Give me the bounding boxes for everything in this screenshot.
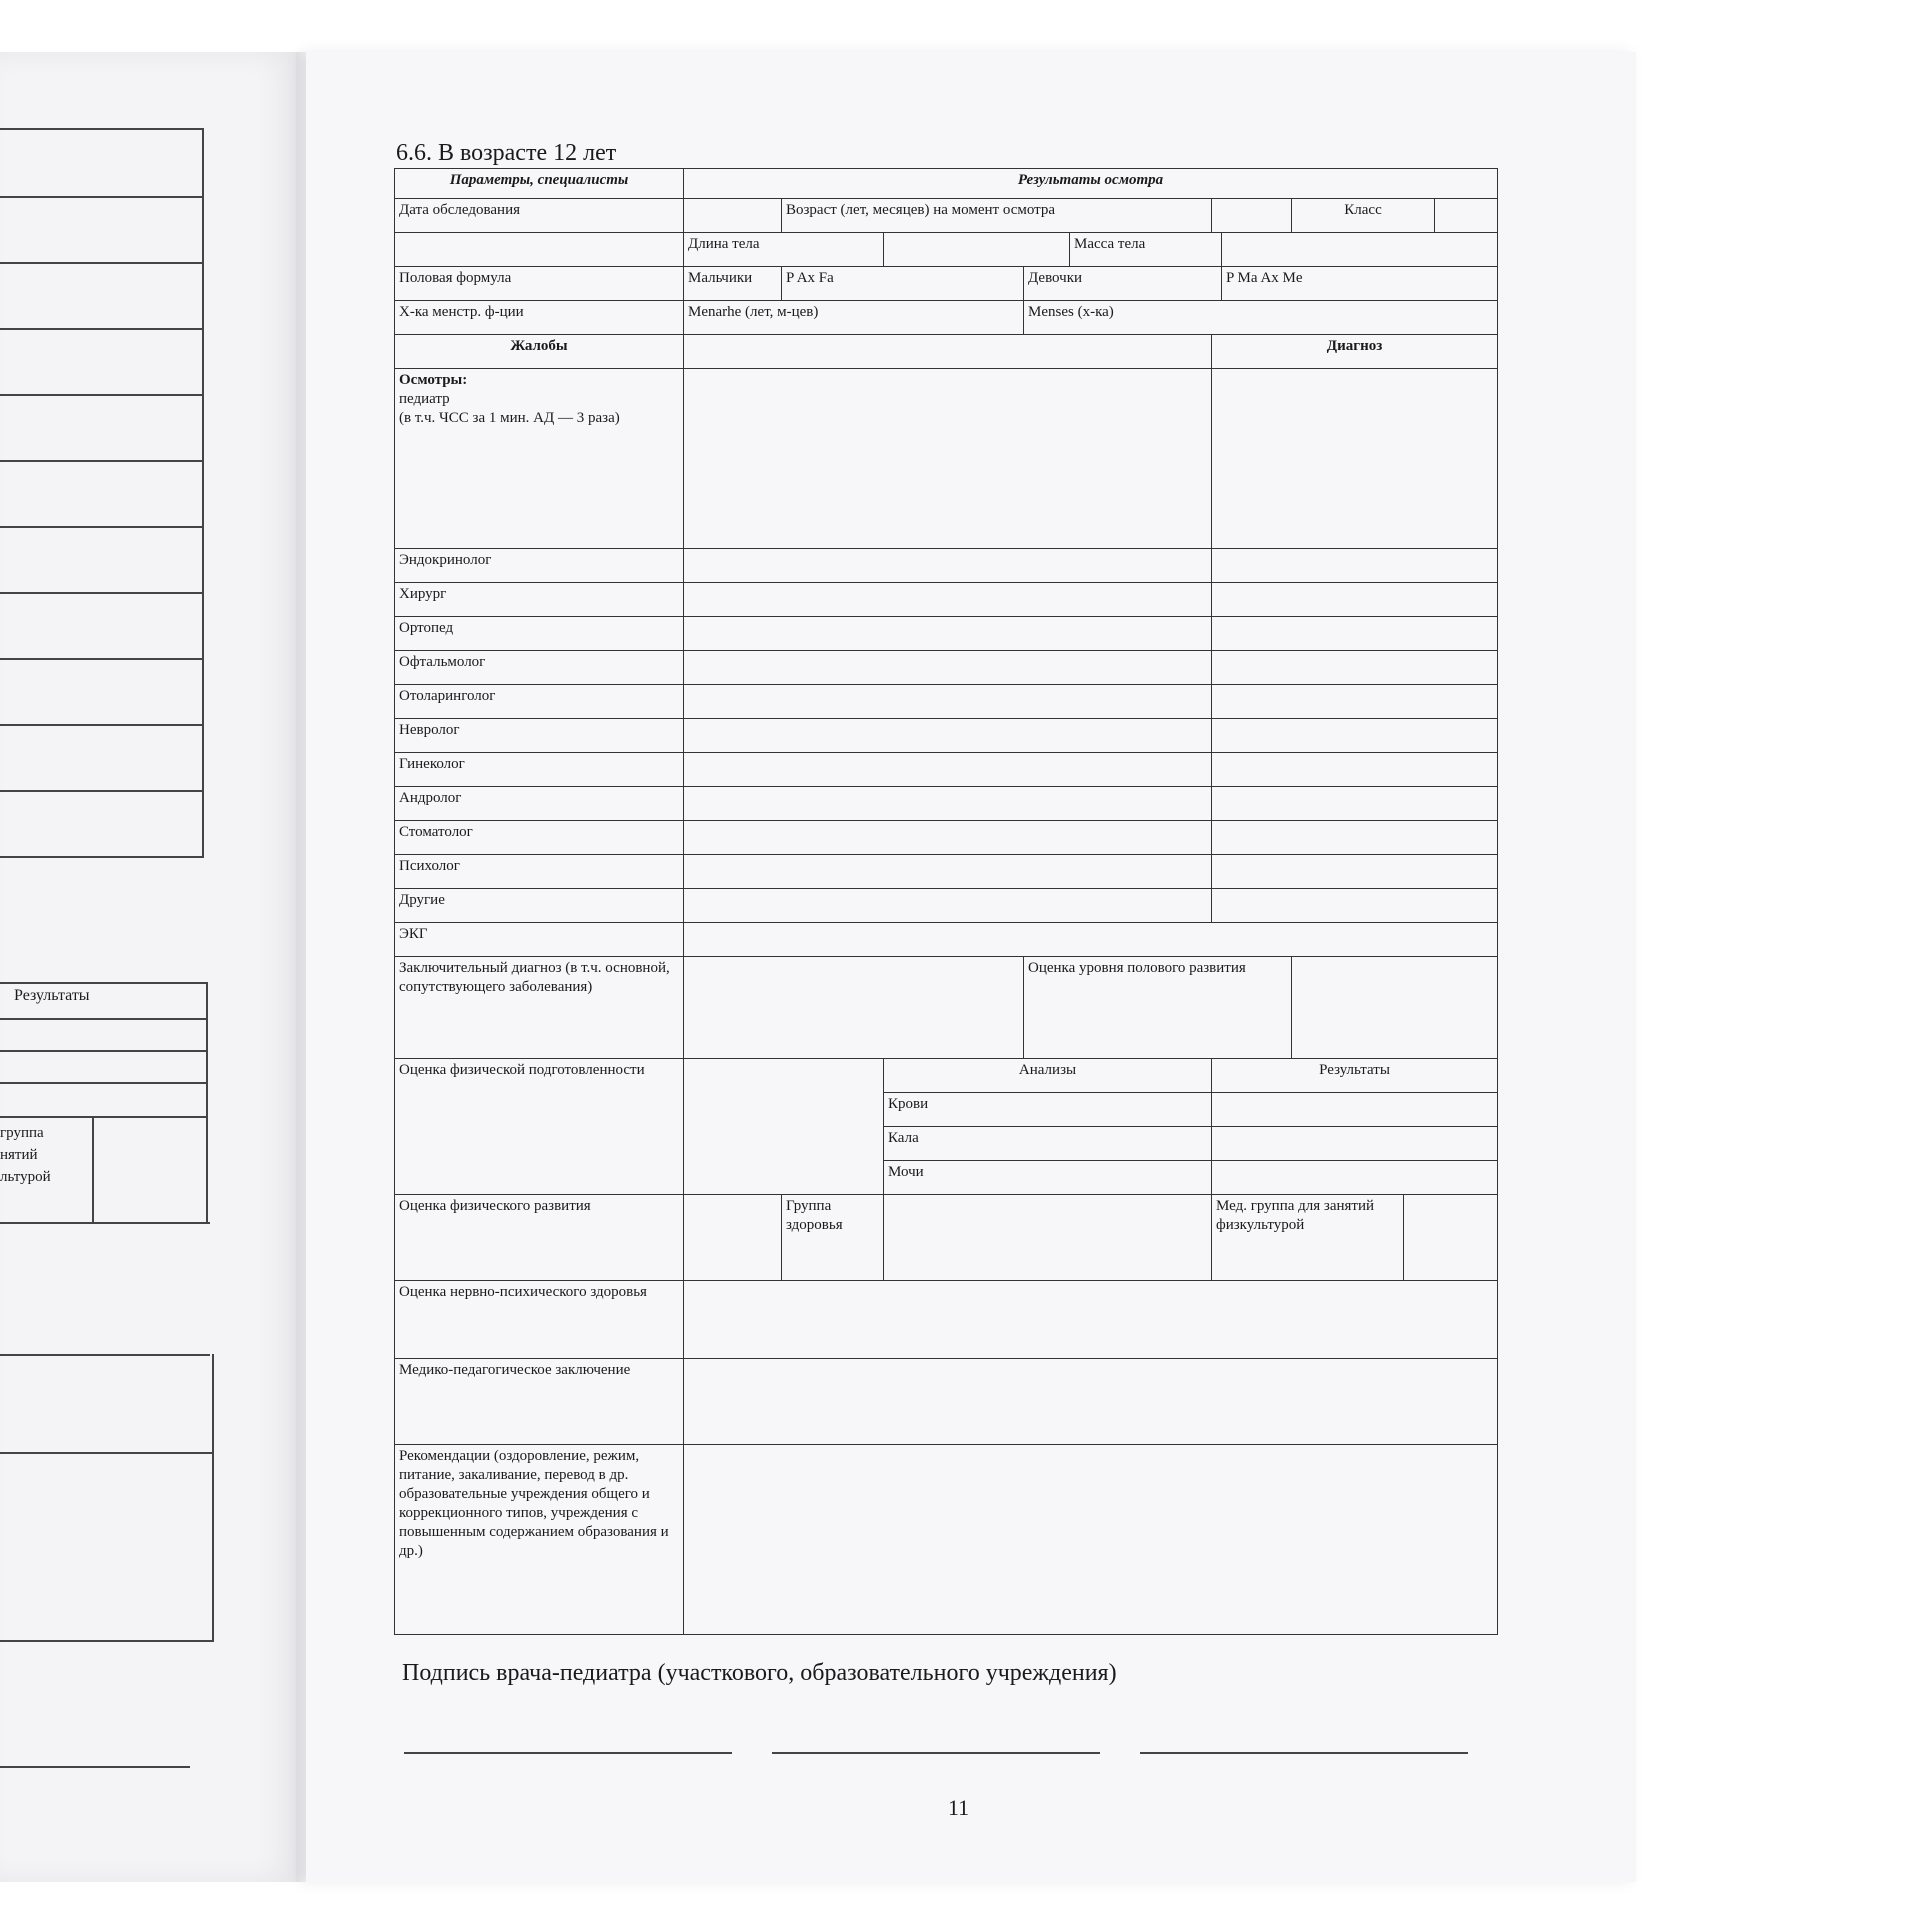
label-weight: Масса тела — [1070, 233, 1222, 267]
header-results: Результаты осмотра — [684, 169, 1498, 199]
left-group-label-3: льтурой — [0, 1169, 51, 1185]
label-exam-date: Дата обследования — [395, 199, 684, 233]
label-physical-dev: Оценка физического развития — [395, 1195, 684, 1281]
specialist-label: Невролог — [395, 719, 684, 753]
field-recommendations[interactable] — [684, 1445, 1498, 1635]
label-menarhe[interactable]: Menarhe (лет, м-цев) — [684, 301, 1024, 335]
specialist-diagnosis[interactable] — [1212, 889, 1498, 923]
field-med-group[interactable] — [1404, 1195, 1498, 1281]
specialist-diagnosis[interactable] — [1212, 583, 1498, 617]
boys-formula[interactable]: P Ax Fa — [782, 267, 1024, 301]
label-girls: Девочки — [1024, 267, 1222, 301]
field-physical-prep[interactable] — [684, 1059, 884, 1195]
specialist-result[interactable] — [684, 821, 1212, 855]
label-menses[interactable]: Menses (х-ка) — [1024, 301, 1498, 335]
left-page — [0, 52, 300, 1882]
field-feces[interactable] — [1212, 1127, 1498, 1161]
label-feces: Кала — [884, 1127, 1212, 1161]
specialist-label: Офтальмолог — [395, 651, 684, 685]
exam-form-table — [394, 168, 1498, 1635]
header-analyses: Анализы — [884, 1059, 1212, 1093]
header-complaints: Жалобы — [395, 335, 684, 369]
label-height: Длина тела — [684, 233, 884, 267]
label-recommendations: Рекомендации (оздоровление, режим, питание, закаливание, перевод в др. образовательные учреждения общего и коррекционного типов, учреждения с повышенным содержанием образования и др.) — [395, 1445, 684, 1635]
specialist-label: Другие — [395, 889, 684, 923]
specialist-label: Психолог — [395, 855, 684, 889]
exams-title: Осмотры: — [399, 372, 468, 388]
specialist-diagnosis[interactable] — [1212, 753, 1498, 787]
header-analyses-results: Результаты — [1212, 1059, 1498, 1093]
field-health-group[interactable] — [884, 1195, 1212, 1281]
field-weight[interactable] — [1222, 233, 1498, 267]
signature-line[interactable] — [404, 1752, 732, 1754]
label-menstr: Х-ка менстр. ф-ции — [395, 301, 684, 335]
field-final-diagnosis[interactable] — [684, 957, 1024, 1059]
label-final-diagnosis: Заключительный диагноз (в т.ч. основной, сопутствующего заболевания) — [395, 957, 684, 1059]
specialist-result[interactable] — [684, 753, 1212, 787]
specialist-result[interactable] — [684, 685, 1212, 719]
signature-label: Подпись врача-педиатра (участкового, образовательного учреждения) — [402, 1660, 1117, 1686]
specialist-label: Эндокринолог — [395, 549, 684, 583]
pediatr-note: (в т.ч. ЧСС за 1 мин. АД — 3 раза) — [399, 410, 620, 426]
left-results-label: Результаты — [14, 987, 90, 1004]
specialist-label: Стоматолог — [395, 821, 684, 855]
specialist-label: Хирург — [395, 583, 684, 617]
field-blood[interactable] — [1212, 1093, 1498, 1127]
specialist-diagnosis[interactable] — [1212, 787, 1498, 821]
specialist-diagnosis[interactable] — [1212, 855, 1498, 889]
label-med-group: Мед. группа для занятий физкультурой — [1212, 1195, 1404, 1281]
specialist-result[interactable] — [684, 651, 1212, 685]
header-params: Параметры, специалисты — [395, 169, 684, 199]
header-diagnosis: Диагноз — [1212, 335, 1498, 369]
label-age: Возраст (лет, месяцев) на момент осмотра — [782, 199, 1212, 233]
specialist-diagnosis[interactable] — [1212, 617, 1498, 651]
page-title: 6.6. В возрасте 12 лет — [396, 140, 617, 166]
field-pediatr-results[interactable] — [684, 369, 1212, 549]
field-physical-dev[interactable] — [684, 1195, 782, 1281]
field-exam-date[interactable] — [684, 199, 782, 233]
label-urine: Мочи — [884, 1161, 1212, 1195]
girls-formula[interactable]: P Ma Ax Me — [1222, 267, 1498, 301]
field-class[interactable] — [1435, 199, 1498, 233]
specialist-label: Гинеколог — [395, 753, 684, 787]
label-health-group: Группа здоровья — [782, 1195, 884, 1281]
specialist-diagnosis[interactable] — [1212, 821, 1498, 855]
specialist-result[interactable] — [684, 889, 1212, 923]
specialist-result[interactable] — [684, 787, 1212, 821]
blank-cell — [395, 233, 684, 267]
field-height[interactable] — [884, 233, 1070, 267]
specialist-diagnosis[interactable] — [1212, 685, 1498, 719]
label-sexual-dev: Оценка уровня полового развития — [1024, 957, 1292, 1059]
signature-line[interactable] — [1140, 1752, 1468, 1754]
specialist-diagnosis[interactable] — [1212, 651, 1498, 685]
specialist-result[interactable] — [684, 855, 1212, 889]
specialist-result[interactable] — [684, 583, 1212, 617]
field-urine[interactable] — [1212, 1161, 1498, 1195]
signature-line[interactable] — [772, 1752, 1100, 1754]
label-physical-prep: Оценка физической подготовленности — [395, 1059, 684, 1195]
label-sex-formula: Половая формула — [395, 267, 684, 301]
field-age[interactable] — [1212, 199, 1292, 233]
label-class: Класс — [1292, 199, 1435, 233]
page-number: 11 — [948, 1795, 970, 1820]
field-sexual-dev[interactable] — [1292, 957, 1498, 1059]
left-group-label-2: нятий — [0, 1147, 38, 1163]
label-blood: Крови — [884, 1093, 1212, 1127]
pediatr-label: педиатр — [399, 391, 450, 407]
specialist-label: Отоларинголог — [395, 685, 684, 719]
specialist-diagnosis[interactable] — [1212, 719, 1498, 753]
specialist-label: Ортопед — [395, 617, 684, 651]
specialist-result[interactable] — [684, 617, 1212, 651]
ecg-result[interactable] — [684, 923, 1498, 957]
field-pediatr-diagnosis[interactable] — [1212, 369, 1498, 549]
label-pediatr — [395, 369, 684, 549]
left-group-label-1: группа — [0, 1125, 44, 1141]
specialist-label: Андролог — [395, 787, 684, 821]
field-neuro[interactable] — [684, 1281, 1498, 1359]
specialist-result[interactable] — [684, 549, 1212, 583]
field-complaints[interactable] — [684, 335, 1212, 369]
specialist-label: ЭКГ — [395, 923, 684, 957]
field-med-ped[interactable] — [684, 1359, 1498, 1445]
specialist-diagnosis[interactable] — [1212, 549, 1498, 583]
specialist-result[interactable] — [684, 719, 1212, 753]
label-boys: Мальчики — [684, 267, 782, 301]
label-med-ped: Медико-педагогическое заключение — [395, 1359, 684, 1445]
label-neuro: Оценка нервно-психического здоровья — [395, 1281, 684, 1359]
